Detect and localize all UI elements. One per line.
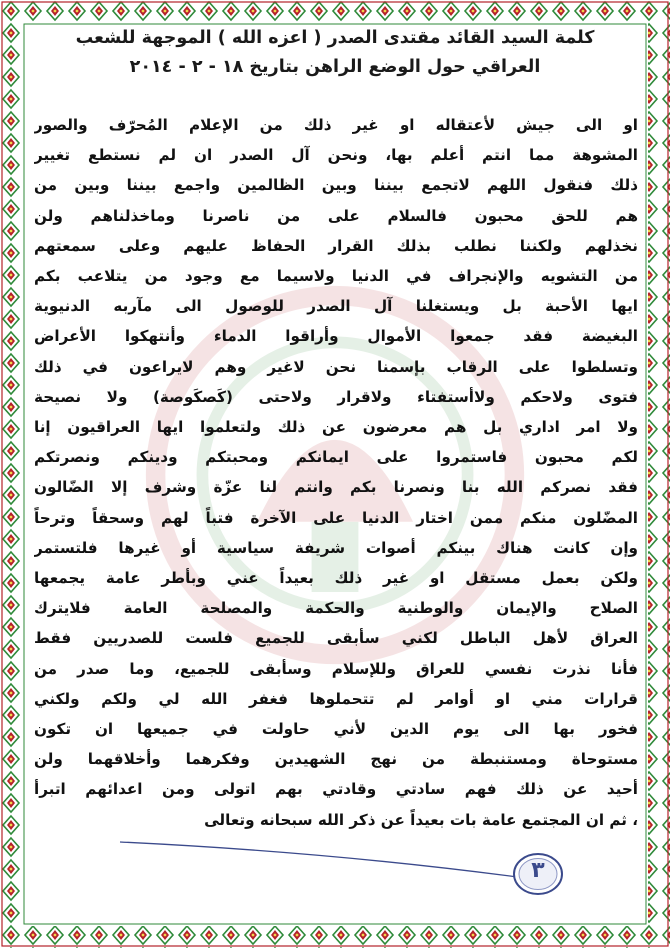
body-line: فقد نصركم الله بنا ونصرنا بكم وانتم لنا عزّة وشرف إلا الضّالون [34, 478, 638, 497]
body-line: فخور بها الى يوم الدين لأني حاولت في جميعها ان تكون [34, 720, 638, 739]
body-line: البغيضة فقد جمعوا الأموال وأراقوا الدماء وأنتهكوا الأعراض [34, 327, 638, 346]
title-line-2: العراقي حول الوضع الراهن بتاريخ ١٨ - ٢ - ٢٠١٤ [129, 57, 541, 77]
body-line: فتوى ولاحكم ولاأستفتاء ولاقرار ولاحتى (كَصكَوصة) ولا نصيحة [34, 387, 638, 406]
body-line: فأنا نذرت نفسي للعراق وللإسلام وسأبقى للجميع، وما صدر من [34, 659, 638, 678]
body-line: مستوحاة ومستنبطة من نهج الشهيدين وفكرهما وأخلاقهما ولن [34, 750, 638, 769]
body-line: الصلاح والإيمان والوطنية والحكمة والمصلحة العامة فلايترك [34, 599, 638, 618]
body-line: ذلك فنقول اللهم لاتجمع بيننا وبين الظالمين واجمع بيننا وبين من [34, 176, 638, 195]
body-line: نخذلهم ولكننا نطلب بذلك القرار الحفاظ عليهم وعلى سمعتهم [34, 236, 638, 255]
body-line: من التشويه والإنجراف في الدنيا ولاسيما مع وجود من يتلاعب بكم [34, 267, 638, 286]
body-line: أحيد عن ذلك فهم سادتي وقادتي بهم اتولى ومن اعدائهم اتبرأ [34, 780, 638, 799]
body-line: وتسلطوا على الرقاب بإسمنا نحن لاغير وهم لايراعون في ذلك [34, 357, 638, 376]
body-line: لكم محبون فاستمروا على ايمانكم ومحبتكم ودينكم ونصرتكم [34, 448, 638, 467]
body-line: وإن كانت هناك بينكم أصوات شريفة سياسية أو غيرها فلتستمر [34, 538, 638, 557]
body-line: العراق لأهل الباطل لكني سأبقى للجميع فلست للصدريين فقط [34, 629, 638, 648]
document-title [40, 24, 630, 82]
body-line: ، ثم ان المجتمع عامة بات بعيداً عن ذكر الله سبحانه وتعالى [204, 810, 638, 829]
speech-body [34, 110, 638, 835]
body-line: هم للحق محبون فالسلام على من ناصرنا وماخذلناهم ولن [34, 206, 638, 225]
title-line-1: كلمة السيد القائد مقتدى الصدر ( اعزه الله ) الموجهة للشعب [75, 28, 595, 48]
body-line: ايها الأحبة بل ويستغلنا آل الصدر للوصول الى مآربه الدنيوية [34, 297, 638, 316]
body-line: ولا امر اداري بل هم معرضون عن ذلك ولتعلموا ايها العراقيون إنا [34, 418, 638, 437]
body-line: المضّلون منكم ممن اختار الدنيا على الآخرة فتباً لهم وسحقاً وترحاً [34, 508, 638, 527]
page-number: ٣ [531, 858, 545, 883]
body-line: او الى جيش لأعتقاله او غير ذلك من الإعلام المُحرّف والصور [34, 116, 638, 134]
body-line: قرارات مني او أوامر لم تتحملوها فغفر الله لي ولكم ولكني [34, 689, 638, 708]
body-line: ولكن بعمل مستقل او غير ذلك بعيداً عني وبأطر عامة يجمعها [34, 569, 638, 588]
body-line: المشوهة مما انتم أعلم بها، ونحن آل الصدر ان لم نستطع تغيير [34, 146, 638, 165]
